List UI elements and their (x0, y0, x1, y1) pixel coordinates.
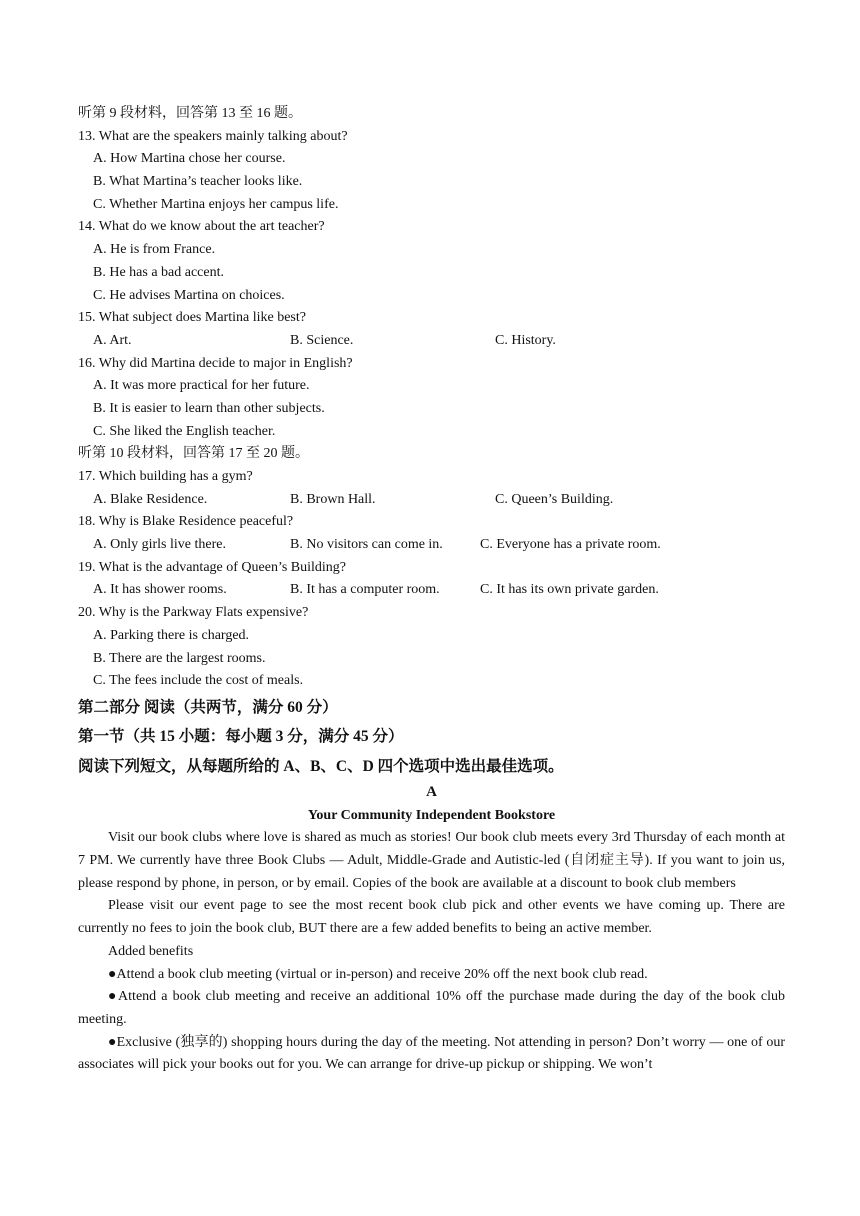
q15-option-a: A. Art. (93, 332, 132, 348)
q14-option-c: C. He advises Martina on choices. (93, 287, 285, 303)
q16-option-b: B. It is easier to learn than other subjects. (93, 400, 325, 416)
q15-option-c: C. History. (495, 332, 556, 348)
benefit-item-1: ●Attend a book club meeting (virtual or in-person) and receive 20% off the next book club read. (108, 966, 648, 982)
q13-option-c: C. Whether Martina enjoys her campus life. (93, 196, 339, 212)
question-20: 20. Why is the Parkway Flats expensive? (78, 605, 309, 621)
q16-option-c: C. She liked the English teacher. (93, 423, 276, 439)
section-1-heading: 第一节（共 15 小题：每小题 3 分，满分 45 分） (78, 728, 404, 746)
q18-option-c: C. Everyone has a private room. (480, 537, 661, 553)
passage-title: Your Community Independent Bookstore (307, 808, 556, 824)
q17-option-c: C. Queen’s Building. (495, 491, 614, 507)
q19-options (78, 579, 785, 602)
question-19: 19. What is the advantage of Queen’s Building? (78, 559, 347, 575)
q17-option-b: B. Brown Hall. (290, 491, 376, 507)
q20-option-c: C. The fees include the cost of meals. (93, 673, 304, 689)
question-14: 14. What do we know about the art teacher? (78, 219, 325, 235)
q18-option-a: A. Only girls live there. (93, 537, 226, 553)
q18-options (78, 534, 785, 557)
question-16: 16. Why did Martina decide to major in English? (78, 355, 353, 371)
section-9-heading: 听第 9 段材料，回答第 13 至 16 题。 (78, 106, 302, 121)
section-10-heading: 听第 10 段材料，回答第 17 至 20 题。 (78, 446, 309, 462)
paragraph-1: Visit our book clubs where love is shared as much as stories! Our book club meets every 3rd Thursday of each month at 7 PM. We currently have three Book Clubs — Adult, Middle-Grade and Autistic-led (自闭症主导). If you want to join us, please respond by phone, in person, or by email. Copies of the book are available at a discount to book club members (78, 830, 785, 891)
reading-instruction: 阅读下列短文，从每题所给的 A、B、C、D 四个选项中选出最佳选项。 (78, 757, 564, 775)
benefit-item-2: ●Attend a book club meeting and receive an additional 10% off the purchase made during the day of the book club meeting. (78, 989, 785, 1027)
q13-option-a: A. How Martina chose her course. (93, 151, 286, 167)
q15-options (78, 330, 785, 353)
q19-option-b: B. It has a computer room. (290, 582, 440, 598)
q13-option-b: B. What Martina’s teacher looks like. (93, 174, 303, 190)
passage-letter: A (426, 784, 437, 801)
question-18: 18. Why is Blake Residence peaceful? (78, 514, 294, 530)
q19-option-a: A. It has shower rooms. (93, 582, 227, 598)
q15-option-b: B. Science. (290, 332, 354, 348)
exam-page (78, 103, 785, 1077)
q14-option-a: A. He is from France. (93, 242, 216, 258)
part-2-heading: 第二部分 阅读（共两节，满分 60 分） (78, 698, 338, 716)
q20-option-b: B. There are the largest rooms. (93, 650, 266, 666)
question-15: 15. What subject does Martina like best? (78, 310, 306, 326)
question-13: 13. What are the speakers mainly talking about? (78, 128, 348, 144)
benefit-item-3: ●Exclusive (独享的) shopping hours during the day of the meeting. Not attending in person? Don’t worry — one of our associates will pick your books out for you. We can arrange for drive-up pickup or shipping. We won’t (78, 1034, 785, 1073)
q17-option-a: A. Blake Residence. (93, 491, 208, 507)
paragraph-2: Please visit our event page to see the most recent book club pick and other events we have coming up. There are currently no fees to join the book club, BUT there are a few added benefits to being an active member. (78, 898, 785, 937)
q20-option-a: A. Parking there is charged. (93, 627, 250, 643)
q14-option-b: B. He has a bad accent. (93, 264, 224, 280)
q19-option-c: C. It has its own private garden. (480, 582, 659, 598)
question-17: 17. Which building has a gym? (78, 469, 253, 484)
q16-option-a: A. It was more practical for her future. (93, 378, 310, 394)
q17-options (78, 489, 785, 512)
benefits-heading: Added benefits (108, 943, 194, 959)
q18-option-b: B. No visitors can come in. (290, 537, 443, 553)
